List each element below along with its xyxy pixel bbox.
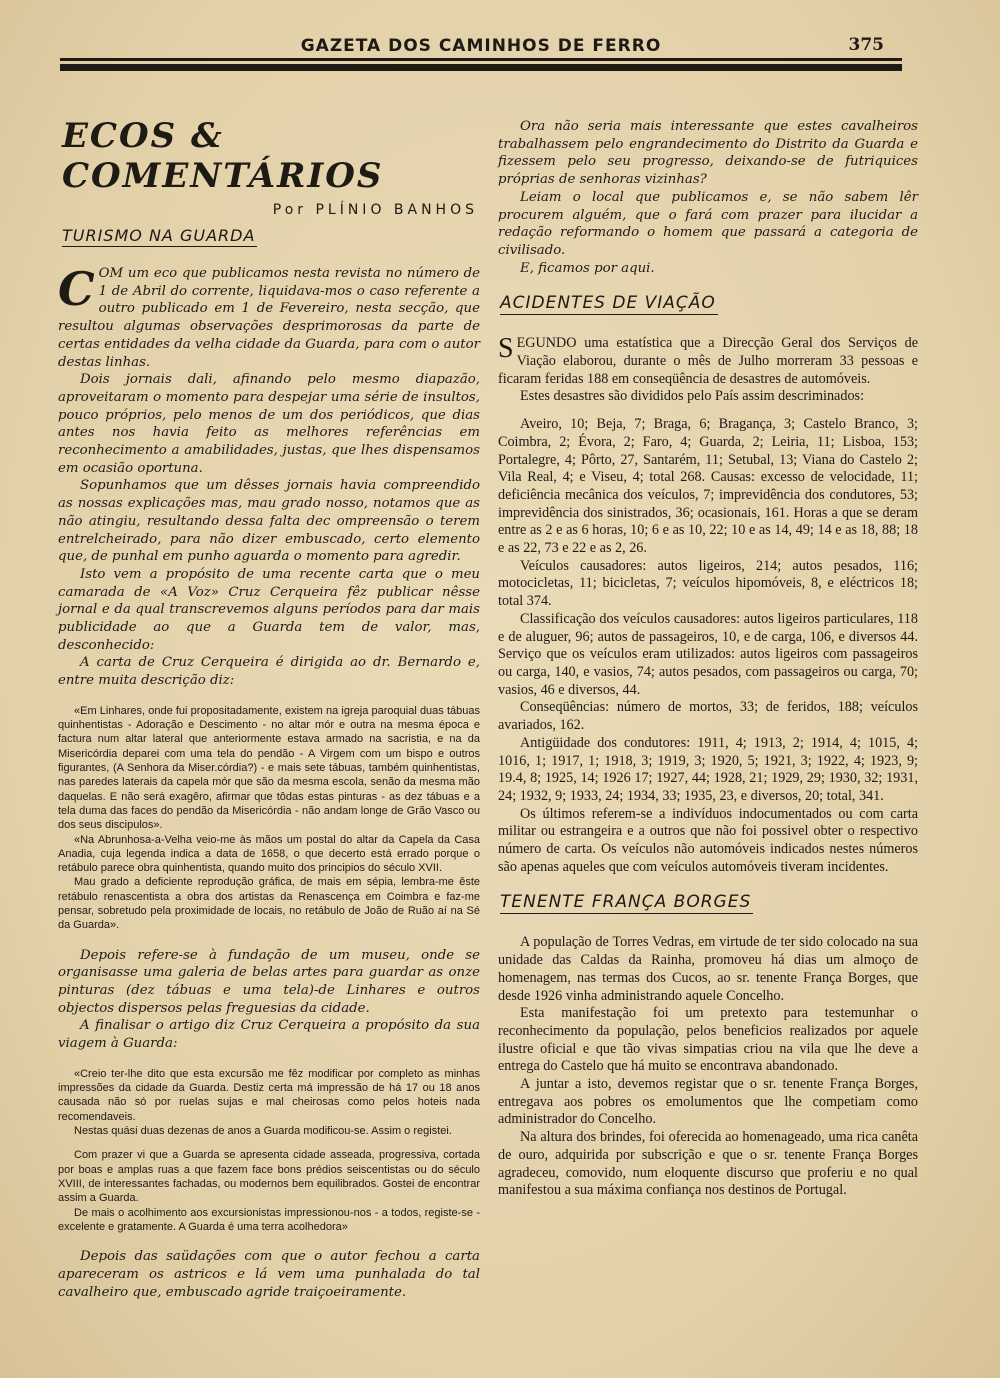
byline: Por PLÍNIO BANHOS <box>272 202 478 218</box>
paragraph: Dois jornais dali, afinando pelo mesmo diapazão, aproveitaram o momento para despejar uma série de insultos, pouco próprios, pelo menos de um dos periódicos, que dias antes nos havia feito as melhores referências em reconhecimento a amabilidades, justas, que lhes dispensamos em ocasião oportuna. <box>58 372 480 476</box>
paragraph: Depois refere-se à fundação de um museu, onde se organisasse uma galeria de belas artes para guardar as onze pinturas (dez tábuas e uma tela)-de Linhares e outros objectos dispersos pelas freguesias da cidade. <box>58 947 480 1016</box>
publication-title: GAZETA DOS CAMINHOS DE FERRO <box>300 36 662 56</box>
article-title: ECOS & COMENTÁRIOS <box>62 116 384 196</box>
paragraph: Ora não seria mais interessante que estes cavalheiros trabalhassem pelo engrandecimento do Distrito da Guarda e fizessem pelo seu progresso, deixando-se de futriquices próprias de senhoras vizinhas? <box>498 119 918 188</box>
drop-cap: C <box>58 262 95 316</box>
quote-paragraph: Mau grado a deficiente reprodução gráfica, de mais em sépia, lembra-me êste retábulo renascentista a obra dos artistas da Renascença em Coimbra e faz-me pensar, sobretudo pela proximidade de locais, no retábulo de João de Ruão aí na Sé da Guarda». <box>58 876 480 932</box>
paragraph: Estes desastres são divididos pelo País assim descriminados: <box>520 388 865 405</box>
quote-paragraph: «Na Abrunhosa-a-Velha veio-me às mãos um postal do altar da Capela da Casa Anadia, cuja legenda indica a data de 1658, o que decerto está errado porque o retábulo parece obra quinhentista, quando muito dos principios do século XVII. <box>58 833 480 875</box>
paragraph: E, ficamos por aqui. <box>520 260 655 276</box>
paragraph: Leiam o local que publicamos e, se não sabem lêr procurem alguém, que o fará com prazer para ilucidar a redação reformando o homem que passará a categoria de civilisado. <box>498 189 918 258</box>
paragraph: A finalisar o artigo diz Cruz Cerqueira a propósito da sua viagem à Guarda: <box>58 1018 480 1052</box>
paragraph: Isto vem a propósito de uma recente carta que o meu camarada de «A Voz» Cruz Cerqueira fêz publicar nêsse jornal e da qual transcrevemos alguns períodos para dar mais publicidade ao que a Guarda tem de valor, mas, desconhecido: <box>58 566 480 653</box>
quote-paragraph: De mais o acolhimento aos excursionistas impressionou-nos - a todos, registe-se - excelente e gratamente. A Guarda é uma terra acolhedora» <box>58 1206 480 1233</box>
quote-paragraph: «Em Linhares, onde fui propositadamente, existem na igreja paroquial duas tábuas quinhentistas - Adoração e Descimento - no altar mór e outra na mesma época e factura num altar lateral que anteriormente estava armado na sacristia, e na da Misericórdia deparei com uma tela do pendão - A Virgem com um bispo e outros figurantes, (A Senhora da Miser.córdia?) - e mais sete tábuas, também quinhentistas, nas paredes laterais da capela mór que são da mesma escola, senão da mesma mão daquelas. E não será exagêro, afirmar que tôdas estas pinturas - as dez tábuas e a tela duma das faces do pendão da Misericórdia - não andam longe de Grão Vasco ou dos seus discipulos». <box>58 704 480 832</box>
page-header <box>60 30 902 76</box>
paragraph: A juntar a isto, devemos registar que o sr. tenente França Borges, entregava aos pobres os emolumentos que lhe competiam como administrador do Concelho. <box>498 1076 918 1128</box>
paragraph <box>498 335 918 388</box>
drop-cap: S <box>498 333 514 365</box>
paragraph-text: OM um eco que publicamos nesta revista no número de 1 de Abril do corrente, liquidava-mos o caso referente a outro publicado em 1 de Fevereiro, nesta secção, que resultou algumas observações desprimorosas da parte de certas entidades da velha cidade da Guarda, para com o autor destas linhas. <box>58 266 480 370</box>
paragraph-text: EGUNDO uma estatística que a Direcção Geral dos Serviços de Viação elaborou, durante o mês de Julho morreram 33 pessoas e ficaram feridas 188 em conseqüência de desastres de automóveis. <box>498 335 918 387</box>
paragraph: Conseqüências: número de mortos, 33; de feridos, 188; veículos avariados, 162. <box>498 699 918 734</box>
section-heading-turismo: TURISMO NA GUARDA <box>62 226 256 245</box>
left-column <box>58 100 480 1301</box>
quote-paragraph: Nestas quási duas dezenas de anos a Guarda modificou-se. Assim o registei. <box>74 1125 452 1138</box>
paragraph: A população de Torres Vedras, em virtude de ter sido colocado na sua unidade das Caldas da Rainha, promoveu há dias um almoço de homenagem, nas termas dos Cucos, ao sr. tenente França Borges, que desde 1926 vinha administrando aquele Concelho. <box>498 934 918 1004</box>
page-number: 375 <box>848 35 884 55</box>
header-rule-thin <box>60 58 902 61</box>
section-heading-franca-borges: TENENTE FRANÇA BORGES <box>500 892 752 913</box>
paragraph: Na altura dos brindes, foi oferecida ao homenageado, uma rica canêta de ouro, adquirida por subscrição e que o sr. tenente França Borges agradeceu, comovido, num eloquente discurso que proferiu e no qual manifestou a sua máxima confiança nos destinos de Portugal. <box>498 1129 918 1199</box>
paragraph: Esta manifestação foi um pretexto para testemunhar o reconhecimento da população, pelos beneficios realizados por aquele ilustre oficial e que tão vivas simpatias criou na vila que lhe deve a entrega do Castelo que há muito se encontrava abandonado. <box>498 1005 918 1075</box>
paragraph: Veículos causadores: autos ligeiros, 214; autos pesados, 116; motocicletas, 11; bicicletas, 7; veículos hipomóveis, 8, e eléctricos 18; total 374. <box>498 557 918 610</box>
paragraph: Os últimos referem-se a indivíduos indocumentados ou com carta militar ou estrangeira e a outros que não foi possivel obter o respectivo número de carta. Os veículos não automóveis indicados nestes números são apenas aqueles que com veículos automóveis tiveram incidentes. <box>498 805 918 875</box>
section-heading-acidentes: ACIDENTES DE VIAÇÃO <box>500 293 716 314</box>
paragraph: A carta de Cruz Cerqueira é dirigida ao dr. Bernardo e, entre muita descrição diz: <box>58 655 480 689</box>
paragraph: Depois das saüdações com que o autor fechou a carta apareceram os astricos e lá vem uma punhalada do tal cavalheiro que, embuscado agride traiçoeiramente. <box>58 1249 480 1300</box>
quote-paragraph: «Creio ter-lhe dito que esta excursão me fêz modificar por completo as minhas impressões da cidade da Guarda. Destiz certa má impressão de há 17 ou 18 anos causada não só por ruelas sujas e mal cheirosas como pelos hoteis nada recomendaveis. <box>58 1067 480 1123</box>
header-rule-thick <box>60 64 902 71</box>
paragraph <box>58 262 480 371</box>
right-column <box>498 100 918 1200</box>
paragraph: Aveiro, 10; Beja, 7; Braga, 6; Bragança, 3; Castelo Branco, 3; Coimbra, 2; Évora, 2; Faro, 4; Guarda, 2; Leiria, 11; Lisboa, 153; Portalegre, 4; Pôrto, 27, Santarém, 11; Setubal, 13; Viana do Castelo 2; Vila Real, 4; e Viseu, 4; total 268. Causas: excesso de velocidade, 11; deficiência mecânica dos veículos, 7; imprevidência dos condutores, 53; imprevidência dos sinistrados, 36; ocasionais, 161. Horas a que se deram entre as 2 e as 6 horas, 10; 6 e as 10, 22; 10 e as 14, 49; 14 e as 18, 88; 18 e as 22, 73 e 22 e as 2, 26. <box>498 416 918 557</box>
quote-paragraph: Com prazer vi que a Guarda se apresenta cidade asseada, progressiva, cortada por boas e amplas ruas a que fazem face bons prédios seiscentistas ou do século XVIII, de interessantes fachadas, ou modernos bem equilibrados. Gostei de encontrar assim a Guarda. <box>58 1149 480 1205</box>
paragraph: Classificação dos veículos causadores: autos ligeiros particulares, 118 e de aluguer, 96; autos de passageiros, 10, e de carga, 106, e diversos 44. Serviço que os veículos eram utilizados: autos ligeiros com passageiros ou carga, 140, e vasios, 74; autos pesados, com passageiros ou carga, 70; vasios, 46 e diversos, 44. <box>498 610 918 698</box>
paragraph: Sopunhamos que um dêsses jornais havia compreendido as nossas explicações mas, mau grado nosso, notamos que as não atingiu, resultando dessa falta dec ompreensão o terem entrelcheirado, para não dizer embuscado, certo elemento que, de punhal em punho aguarda o momento para agredir. <box>58 478 480 565</box>
paragraph: Antigüidade dos condutores: 1911, 4; 1913, 2; 1914, 4; 1015, 4; 1016, 1; 1917, 1; 1918, 3; 1919, 3; 1920, 5; 1921, 3; 1922, 4; 1923, 9; 19.4, 8; 1925, 14; 1926 17; 1927, 44; 1928, 21; 1929, 29; 1930, 32; 1931, 24; 1932, 9; 1933, 24; 1934, 33; 1935, 23, e diversos, 20; total, 341. <box>498 734 918 804</box>
